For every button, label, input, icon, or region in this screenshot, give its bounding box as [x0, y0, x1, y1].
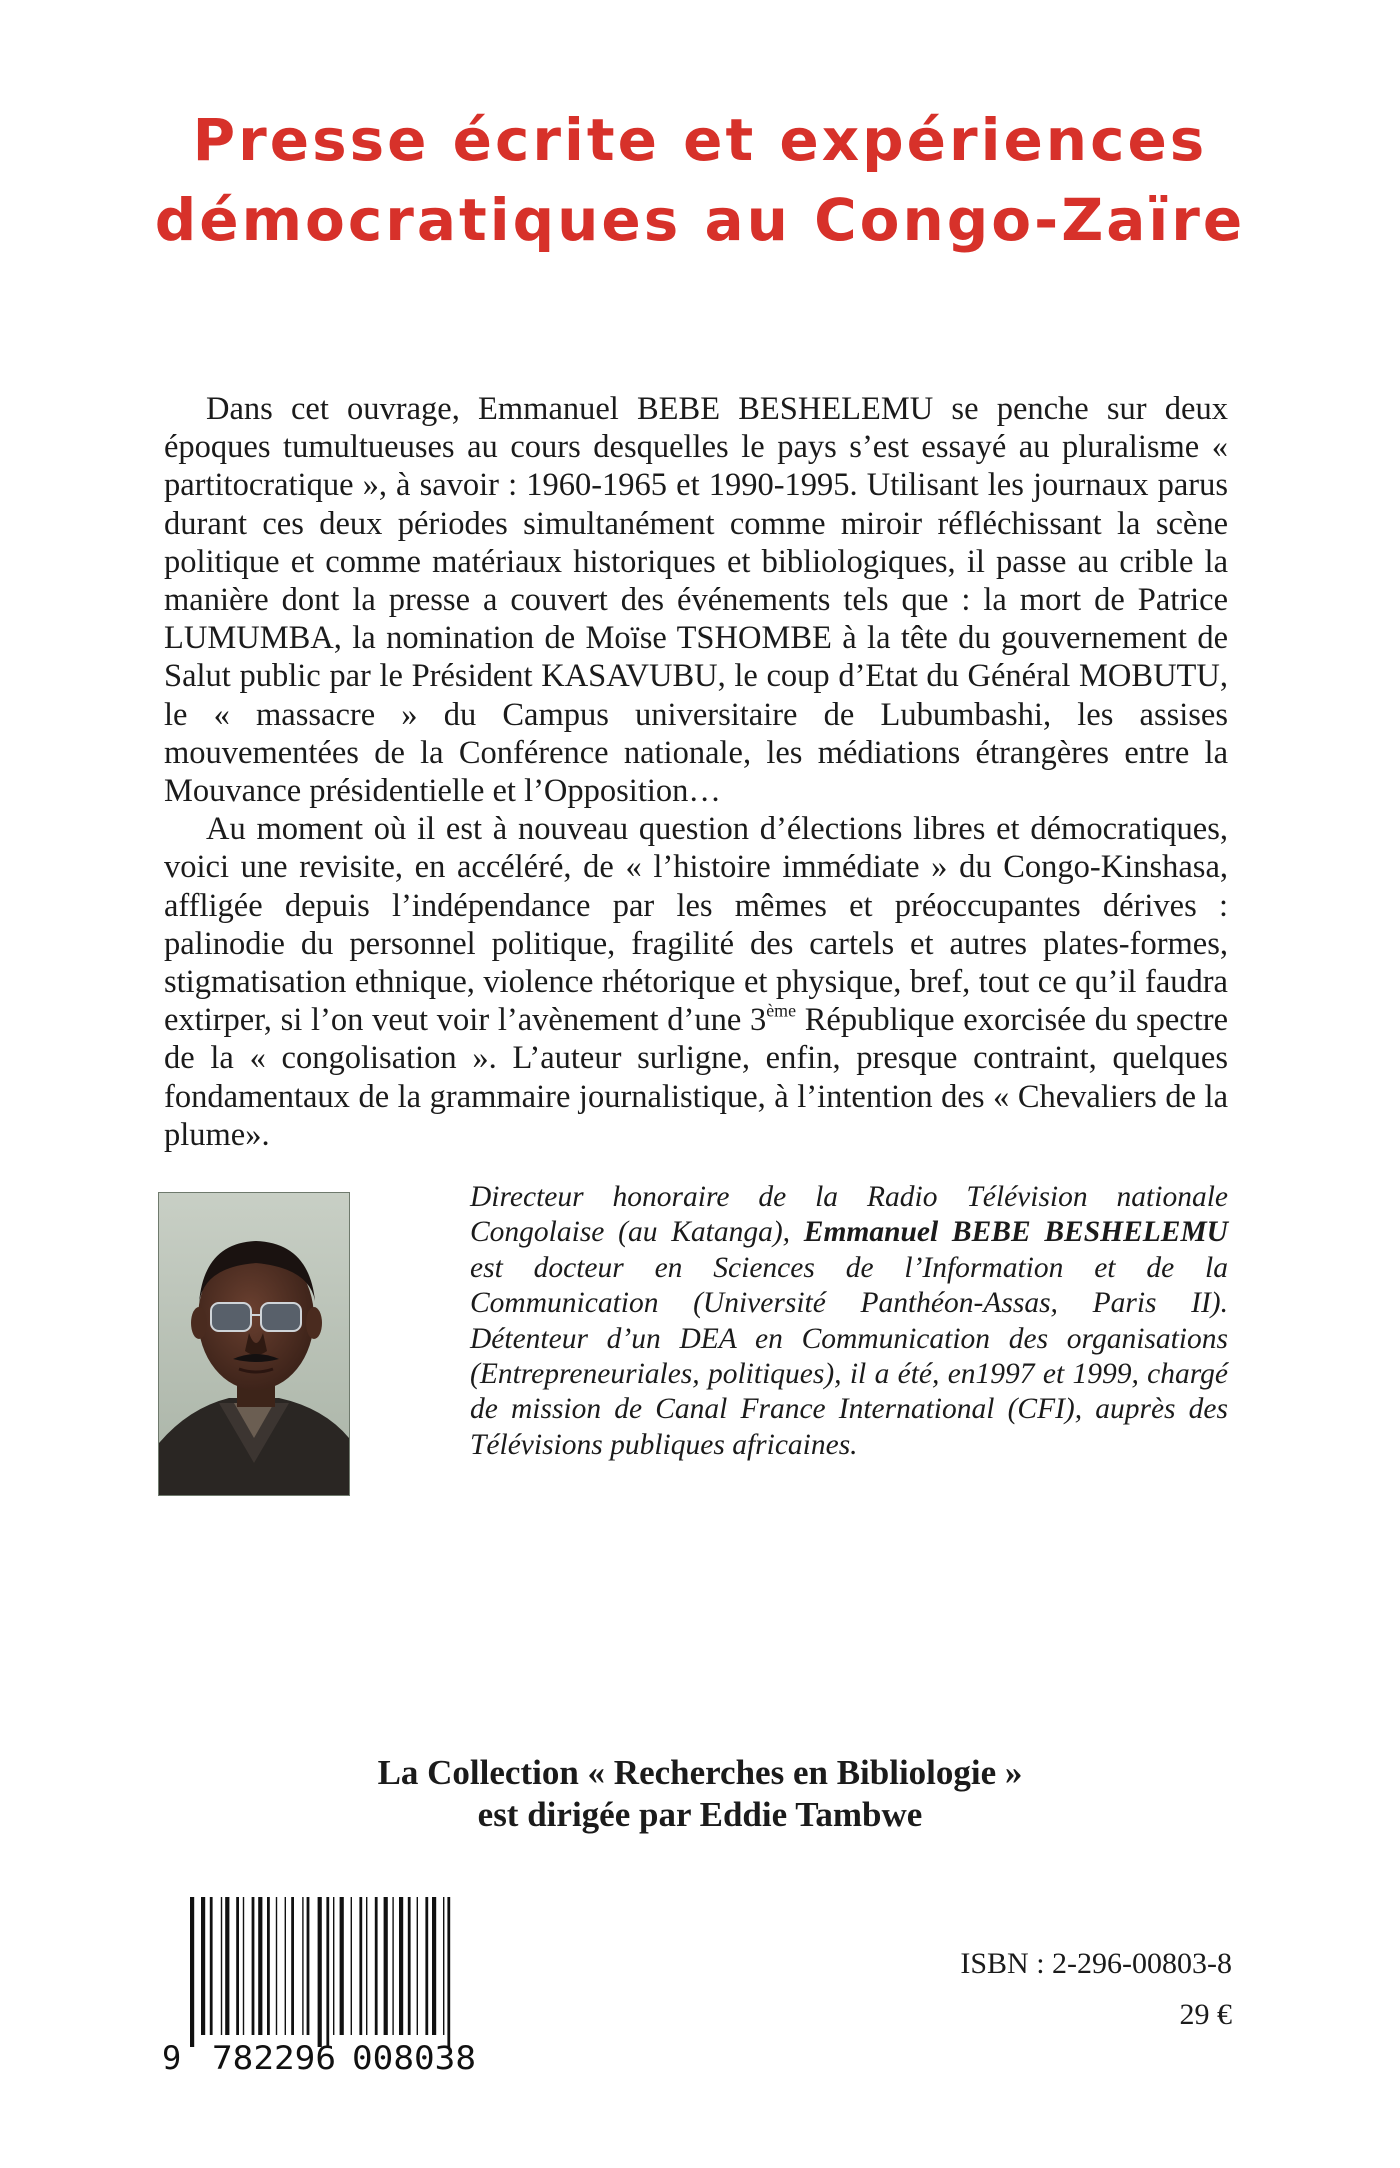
barcode-bar [236, 1897, 239, 2035]
barcode-bar [447, 1897, 450, 2047]
barcode-bar [190, 1897, 194, 2047]
barcode-bar [258, 1897, 262, 2035]
barcode-bar [340, 1897, 344, 2035]
barcode-bar [366, 1897, 367, 2035]
barcode-bar [276, 1897, 277, 2035]
barcode-image [160, 1897, 496, 2073]
barcode-bar [318, 1897, 322, 2047]
barcode-digits-right: 008038 [352, 2039, 476, 2073]
isbn-number: ISBN : 2-296-00803-8 [960, 1947, 1232, 1980]
author-photo [158, 1192, 350, 1496]
summary-paragraph-2 [164, 810, 1228, 1154]
barcode-prefix-digit: 9 [162, 2039, 182, 2073]
barcode-bar [351, 1897, 352, 2035]
barcode-bar [267, 1897, 270, 2035]
barcode-bar [201, 1897, 205, 2035]
bio-text-end: est docteur en Sciences de l’Information et de la Communication (Université Panthéon-Assas, Paris II). Détenteur d’un DEA en Communication des organisations (Entrepreneuriales, politiques), il a été, en1997 et 1999, chargé de mission de Canal France International (CFI), auprès des Télévisions publiques africaines. [470, 1251, 1228, 1461]
barcode-bar [359, 1897, 362, 2035]
barcode-bar [417, 1897, 418, 2035]
barcode-bar [408, 1897, 411, 2035]
author-name: Emmanuel BEBE BESHELEMU [803, 1216, 1228, 1249]
barcode-bar [375, 1897, 378, 2035]
barcode-bar [252, 1897, 255, 2035]
barcode-bar [384, 1897, 388, 2035]
barcode-bar [210, 1897, 213, 2035]
collection-line-2: est dirigée par Eddie Tambwe [477, 1795, 923, 1834]
barcode-bar [302, 1897, 303, 2035]
barcode-bar [432, 1897, 436, 2035]
collection-line-1: La Collection « Recherches en Bibliologie » [377, 1753, 1023, 1792]
summary-paragraph-2-text: Au moment où il est à nouveau question d’élections libres et démocratiques, voici une revisite, en accéléré, de « l’histoire immédiate » du Congo-Kinshasa, affligée depuis l’indépendance par les mêmes et préoccupantes dérives : palinodie du personnel politique, fragilité des cartels et autres plates-formes, stigmatisation ethnique, violence rhétorique et physique, bref, tout ce qu’il faudra extirper, si l’on veut voir l’avènement d’une 3 [164, 811, 1228, 1039]
barcode-bar [225, 1897, 229, 2035]
book-title-line-1: Presse écrite et expériences [192, 106, 1208, 174]
barcode-bar [392, 1897, 393, 2035]
author-biography-text [470, 1180, 1228, 1463]
ordinal-superscript: ème [766, 1000, 796, 1021]
barcode-bar [399, 1897, 403, 2035]
book-title [100, 100, 1300, 260]
collection-note [200, 1752, 1200, 1836]
book-title-line-2: démocratiques au Congo-Zaïre [154, 186, 1246, 254]
barcode-bar [333, 1897, 334, 2035]
barcode-bar [425, 1897, 428, 2035]
barcode-bar [443, 1897, 444, 2035]
isbn-barcode [160, 1897, 496, 2073]
barcode-bar [243, 1897, 244, 2035]
summary-paragraph-2-text-end: République exorcisée du spectre de la « congolisation ». L’auteur surligne, enfin, presque contraint, quelques fondamentaux de la grammaire journalistique, à l’intention des « Chevaliers de la plume». [164, 1002, 1229, 1153]
author-portrait-image [159, 1193, 349, 1495]
bio-text-start: Directeur honoraire de la Radio Télévision nationale Congolaise (au Katanga), [470, 1181, 1228, 1249]
barcode-bar [307, 1897, 310, 2035]
price: 29 € [1179, 1998, 1232, 2031]
barcode-bar [221, 1897, 222, 2035]
barcode-digits-left: 782296 [212, 2039, 336, 2073]
barcode-bar [326, 1897, 329, 2047]
summary-paragraph-1: Dans cet ouvrage, Emmanuel BEBE BESHELEMU se penche sur deux époques tumultueuses au cours desquelles le pays s’est essayé au pluralisme « partitocratique », à savoir : 1960-1965 et 1990-1995. Utilisant les journaux parus durant ces deux périodes simultanément comme miroir réfléchissant la scène politique et comme matériaux historiques et bibliologiques, il passe au crible la manière dont la presse a couvert des événements tels que : la mort de Patrice LUMUMBA, la nomination de Moïse TSHOMBE à la tête du gouvernement de Salut public par le Président KASAVUBU, le coup d’Etat du Général MOBUTU, le « massacre » du Campus universitaire de Lubumbashi, les assises mouvementées de la Conférence nationale, les médiations étrangères entre la Mouvance présidentielle et l’Opposition… [164, 391, 1228, 810]
barcode-bar [291, 1897, 294, 2035]
book-summary [164, 390, 1228, 1154]
barcode-bar [285, 1897, 286, 2035]
author-biography [470, 1180, 1228, 1463]
